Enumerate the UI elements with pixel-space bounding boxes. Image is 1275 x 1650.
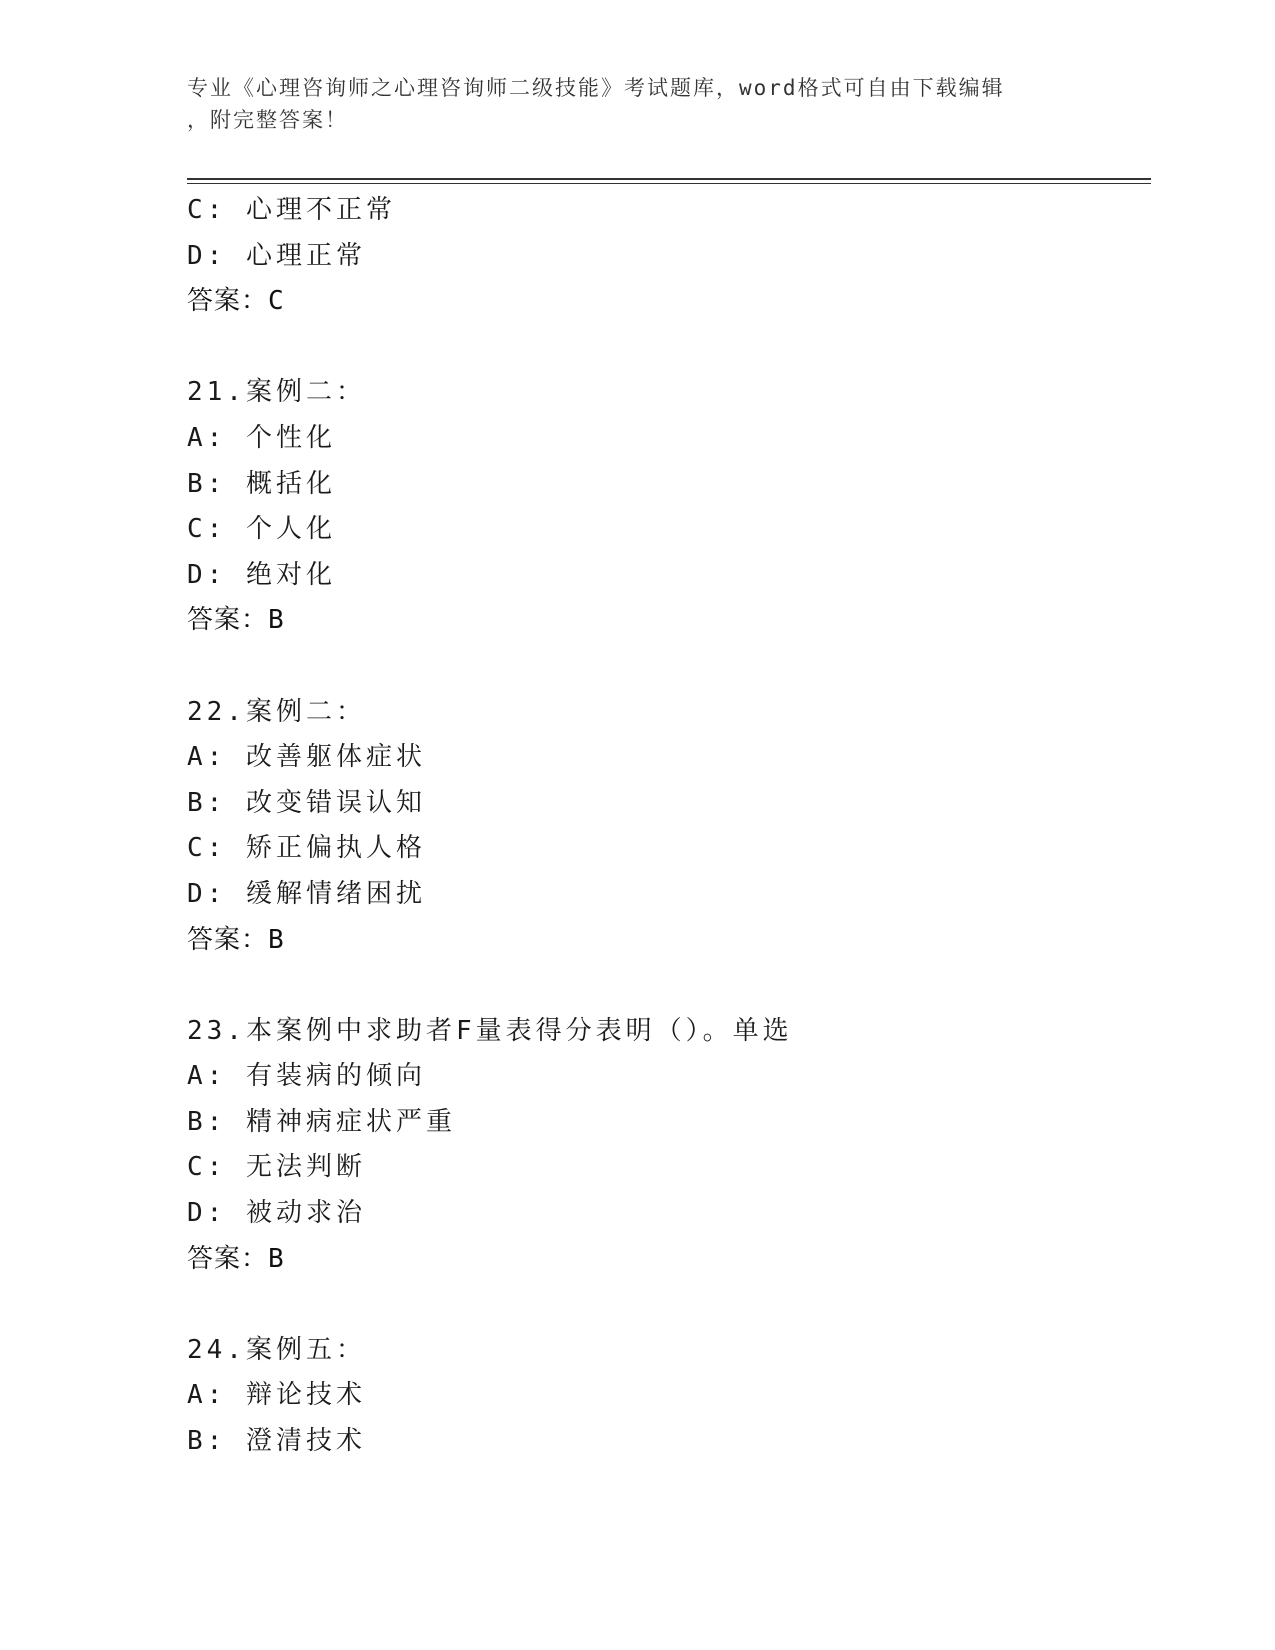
option-line: A: 辩论技术 xyxy=(187,1380,366,1411)
option-line: B: 澄清技术 xyxy=(187,1426,366,1457)
spacer xyxy=(187,963,1147,1009)
option-line: A: 有装病的倾向 xyxy=(187,1061,426,1092)
option-line: D: 被动求治 xyxy=(187,1198,366,1229)
answer-line: 答案：B xyxy=(187,1243,285,1274)
header-divider-thick xyxy=(187,178,1151,180)
question-stem: 21.案例二： xyxy=(187,377,366,408)
header-title-line2: ，附完整答案！ xyxy=(187,108,348,132)
option-line: C: 无法判断 xyxy=(187,1152,366,1183)
header-title-line1: 专业《心理咨询师之心理咨询师二级技能》考试题库，word格式可自由下载编辑 xyxy=(187,76,1005,100)
option-line: B: 概括化 xyxy=(187,468,336,499)
spacer xyxy=(187,644,1147,690)
header-divider-thin xyxy=(187,183,1151,184)
option-line: B: 改变错误认知 xyxy=(187,787,426,818)
answer-line: 答案：C xyxy=(187,286,285,317)
option-line: A: 个性化 xyxy=(187,422,336,453)
question-list xyxy=(187,188,1147,1465)
question-stem: 23.本案例中求助者F量表得分表明（）。单选 xyxy=(187,1015,793,1046)
option-line: D: 缓解情绪困扰 xyxy=(187,878,426,909)
spacer xyxy=(187,325,1147,371)
option-line: C: 个人化 xyxy=(187,514,336,545)
option-line: C: 矫正偏执人格 xyxy=(187,833,426,864)
question-stem: 24.案例五： xyxy=(187,1334,366,1365)
option-line: C: 心理不正常 xyxy=(187,195,396,225)
option-line: D: 绝对化 xyxy=(187,559,336,590)
option-line: D: 心理正常 xyxy=(187,240,366,271)
spacer xyxy=(187,1282,1147,1328)
option-line: B: 精神病症状严重 xyxy=(187,1106,456,1137)
answer-line: 答案：B xyxy=(187,924,285,955)
document-header xyxy=(187,72,1087,136)
question-stem: 22.案例二： xyxy=(187,696,366,727)
option-line: A: 改善躯体症状 xyxy=(187,742,426,773)
answer-line: 答案：B xyxy=(187,605,285,636)
